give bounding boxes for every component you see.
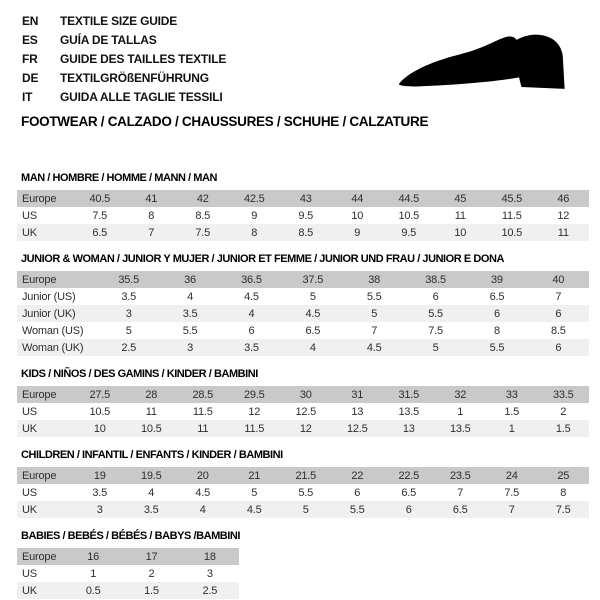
size-value: 2.5 [202,584,218,597]
size-value: 24 [505,469,518,482]
size-value: 3 [125,307,132,320]
size-value: 11 [197,422,209,435]
size-value: 39 [491,273,503,286]
size-value: 17 [145,550,158,563]
size-value: 36 [184,273,196,286]
size-value: 21.5 [295,469,317,482]
size-table [17,386,589,437]
size-value: 7 [457,486,464,499]
size-value: 10 [454,226,467,239]
size-value: 22 [351,469,364,482]
size-value: 4.5 [305,307,321,320]
size-row-label: Europe [22,388,57,401]
size-value: 4.5 [244,290,259,303]
size-value: 11 [454,209,466,222]
size-value: 28.5 [192,388,214,401]
size-value: 9.5 [401,226,417,239]
size-value: 45 [454,192,467,205]
size-value: 7 [148,226,155,239]
size-row [17,288,589,305]
size-value: 6 [354,486,361,499]
size-value: 7 [508,503,515,516]
size-value: 1 [508,422,515,435]
size-value: 3 [187,341,194,354]
size-row-label: Europe [22,469,57,482]
size-row-label: UK [22,503,37,516]
size-row-label: Europe [22,192,57,205]
size-value: 44.5 [398,192,420,205]
language-code: DE [22,71,39,85]
size-row-label: Woman (UK) [22,341,84,354]
size-table-title: JUNIOR & WOMAN / JUNIOR Y MUJER / JUNIOR ET FEMME / JUNIOR UND FRAU / JUNIOR E DONA [21,253,504,265]
size-value: 6.5 [452,503,468,516]
size-value: 8 [560,486,567,499]
size-value: 0.5 [85,584,101,597]
size-value: 4 [248,307,255,320]
language-code: ES [22,33,38,47]
size-value: 4.5 [195,486,211,499]
size-value: 7.5 [428,324,443,337]
size-value: 5 [309,290,316,303]
size-value: 33 [505,388,518,401]
size-row [17,190,589,207]
size-value: 10.5 [501,226,523,239]
size-value: 4 [187,290,194,303]
size-value: 6 [432,290,439,303]
size-table-title: KIDS / NIÑOS / DES GAMINS / KINDER / BAMBINI [21,368,258,380]
size-value: 2.5 [121,341,137,354]
size-value: 7.5 [504,486,520,499]
category-title: FOOTWEAR / CALZADO / CHAUSSURES / SCHUHE / CALZATURE [21,114,429,129]
size-value: 12 [299,422,312,435]
size-table-title: MAN / HOMBRE / HOMME / MANN / MAN [21,172,217,184]
size-row-label: Woman (US) [22,324,84,337]
size-value: 3.5 [143,503,159,516]
size-value: 7.5 [92,209,108,222]
size-value: 43 [299,192,312,205]
size-row-label: UK [22,584,37,597]
size-value: 37.5 [302,273,324,286]
size-value: 35.5 [118,273,139,286]
language-label: GUIDE DES TAILLES TEXTILE [60,52,227,66]
size-value: 29.5 [243,388,265,401]
size-value: 10.5 [398,209,420,222]
size-value: 9.5 [298,209,314,222]
size-value: 33.5 [552,388,574,401]
size-value: 11 [145,405,157,418]
size-value: 20 [196,469,209,482]
size-value: 5 [302,503,309,516]
size-value: 5.5 [182,324,198,337]
size-value: 13.5 [398,405,420,418]
size-value: 25 [557,469,570,482]
size-value: 13.5 [449,422,471,435]
size-value: 2 [148,567,155,580]
size-row [17,224,589,241]
size-row-label: US [22,209,37,222]
size-value: 7.5 [555,503,571,516]
size-tables [0,172,600,599]
size-value: 12 [557,209,570,222]
size-table-section [17,449,600,518]
size-value: 7.5 [195,226,211,239]
size-value: 5.5 [298,486,314,499]
size-value: 31.5 [398,388,420,401]
language-label: GUIDA ALLE TAGLIE TESSILI [60,90,223,104]
size-value: 40 [552,273,565,286]
size-table-section [17,368,600,437]
size-value: 7 [555,290,562,303]
size-value: 4 [309,341,316,354]
size-value: 10 [93,422,106,435]
size-row-label: Junior (US) [22,290,76,303]
size-value: 18 [203,550,216,563]
size-value: 8 [493,324,500,337]
size-value: 16 [87,550,100,563]
size-value: 42.5 [243,192,265,205]
size-value: 46 [557,192,570,205]
size-value: 5 [371,307,378,320]
size-value: 13 [402,422,415,435]
size-table [17,190,589,241]
size-row [17,565,239,582]
size-row [17,207,589,224]
size-value: 31 [351,388,364,401]
size-row-label: US [22,405,37,418]
size-value: 5.5 [428,307,443,320]
size-row [17,339,589,356]
size-table-section [17,172,600,241]
size-row-label: Europe [22,550,57,563]
size-value: 36.5 [241,273,262,286]
size-table-section [17,253,600,356]
size-table-title: CHILDREN / INFANTIL / ENFANTS / KINDER / BAMBINI [21,449,283,461]
size-row [17,582,239,599]
size-value: 6 [555,307,562,320]
size-value: 6.5 [401,486,417,499]
size-row [17,467,589,484]
language-code: FR [22,52,38,66]
size-value: 3.5 [121,290,137,303]
size-value: 2 [560,405,567,418]
size-row-label: US [22,486,37,499]
size-value: 9 [251,209,258,222]
size-value: 10 [351,209,364,222]
size-value: 45.5 [501,192,523,205]
size-value: 27.5 [89,388,111,401]
size-row-label: UK [22,226,37,239]
size-value: 10.5 [89,405,111,418]
language-code: IT [22,90,33,104]
size-value: 1 [457,405,464,418]
size-value: 6 [493,307,500,320]
size-row-label: Junior (UK) [22,307,76,320]
size-value: 4.5 [246,503,262,516]
size-value: 8 [148,209,155,222]
size-value: 5 [125,324,132,337]
size-value: 1.5 [504,405,520,418]
size-value: 12.5 [295,405,317,418]
size-value: 23.5 [449,469,471,482]
size-value: 12 [248,405,261,418]
size-value: 5 [432,341,439,354]
size-value: 41 [145,192,158,205]
size-value: 19 [93,469,106,482]
size-value: 10.5 [140,422,162,435]
size-value: 1 [90,567,97,580]
size-value: 42 [196,192,209,205]
size-row [17,271,589,288]
size-value: 9 [354,226,361,239]
size-value: 4 [148,486,155,499]
size-value: 6.5 [305,324,321,337]
language-label: GUÍA DE TALLAS [60,33,157,47]
size-value: 28 [145,388,158,401]
size-value: 11.5 [244,422,265,435]
size-value: 6 [555,341,562,354]
size-value: 12.5 [346,422,368,435]
size-row [17,403,589,420]
size-value: 13 [351,405,364,418]
size-value: 22.5 [398,469,420,482]
language-label: TEXTILGRÖßENFÜHRUNG [60,71,209,85]
size-table [17,548,239,599]
size-value: 4.5 [366,341,382,354]
size-value: 11 [557,226,569,239]
size-row [17,305,589,322]
size-value: 32 [454,388,467,401]
size-value: 1.5 [555,422,571,435]
size-value: 30 [299,388,312,401]
size-value: 5.5 [489,341,505,354]
size-value: 6 [405,503,412,516]
size-value: 11.5 [501,209,522,222]
size-value: 1.5 [144,584,159,597]
size-value: 6.5 [92,226,108,239]
size-row [17,548,239,565]
size-value: 11.5 [192,405,213,418]
size-row-label: US [22,567,37,580]
size-row [17,501,589,518]
size-row-label: UK [22,422,37,435]
language-code: EN [22,14,39,28]
size-value: 5.5 [349,503,365,516]
size-value: 19.5 [140,469,162,482]
size-table [17,271,589,356]
size-value: 3 [206,567,213,580]
size-table [17,467,589,518]
size-row [17,484,589,501]
size-value: 4 [199,503,206,516]
size-value: 38 [368,273,381,286]
size-value: 8 [251,226,258,239]
size-value: 8.5 [298,226,314,239]
size-row [17,420,589,437]
language-label: TEXTILE SIZE GUIDE [60,14,178,28]
size-value: 3.5 [182,307,198,320]
size-table-title: BABIES / BEBÉS / BÉBÉS / BABYS /BAMBINI [21,530,240,542]
size-table-section [17,530,600,599]
size-value: 44 [351,192,364,205]
size-value: 8.5 [195,209,211,222]
size-value: 6.5 [489,290,505,303]
size-value: 6 [248,324,255,337]
guide-header [0,0,600,107]
size-value: 5 [251,486,258,499]
size-value: 5.5 [366,290,382,303]
size-row [17,386,589,403]
size-value: 8.5 [550,324,566,337]
size-value: 3.5 [244,341,259,354]
size-value: 3 [96,503,103,516]
size-row [17,322,589,339]
size-value: 3.5 [92,486,108,499]
size-value: 21 [248,469,261,482]
size-row-label: Europe [22,273,57,286]
shoe-icon [388,14,580,110]
size-value: 38.5 [425,273,446,286]
size-value: 40.5 [89,192,111,205]
size-value: 7 [371,324,378,337]
